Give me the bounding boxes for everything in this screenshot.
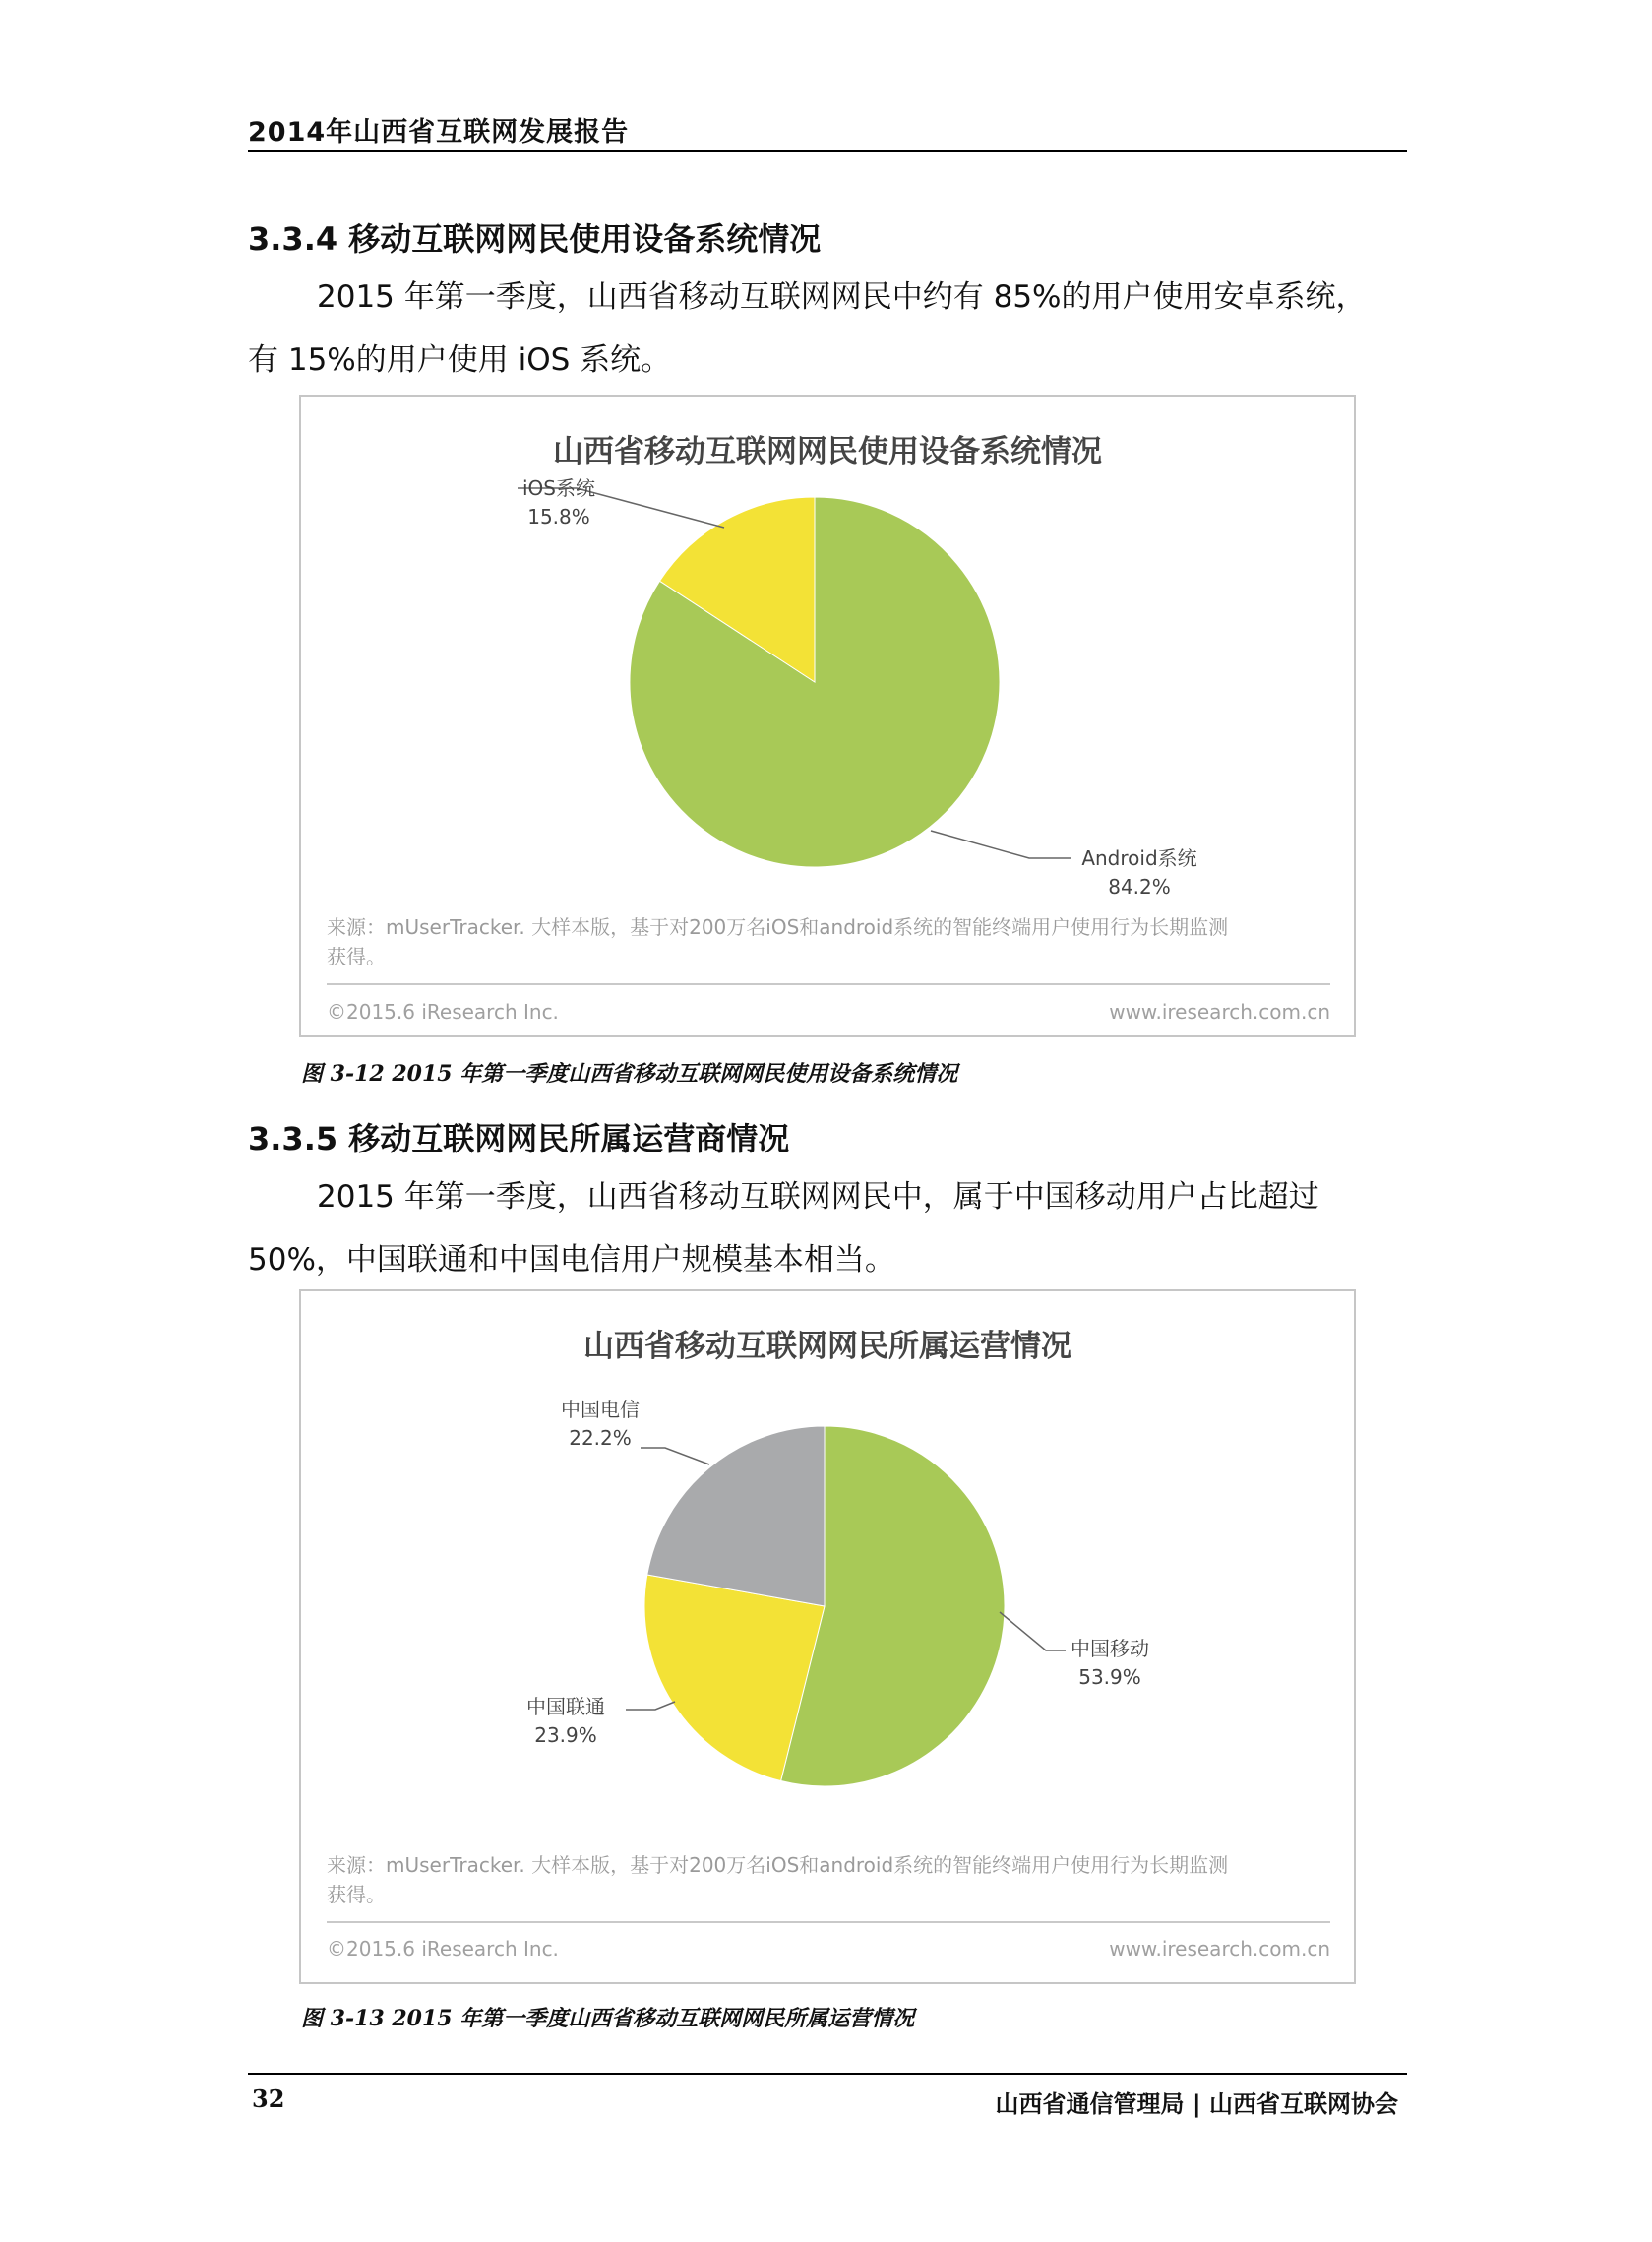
chart1-android-name: Android系统	[1081, 846, 1197, 870]
section1-paragraph-line1: 2015 年第一季度，山西省移动互联网网民中约有 85%的用户使用安卓系统，	[317, 280, 1367, 315]
chart1-panel	[299, 395, 1356, 1037]
chart2-title: 山西省移动互联网网民所属运营情况	[583, 1329, 1071, 1364]
chart2-mobile-label	[1051, 1635, 1169, 1692]
chart1-source-note	[327, 912, 1330, 971]
chart2-caption: 图 3-13 2015 年第一季度山西省移动互联网网民所属运营情况	[301, 2006, 915, 2031]
chart2-copyright: ©2015.6 iResearch Inc.	[327, 1937, 559, 1961]
header-rule	[248, 150, 1407, 152]
section1-paragraph-line2: 有 15%的用户使用 iOS 系统。	[248, 343, 672, 378]
chart1-website: www.iresearch.com.cn	[1109, 1000, 1330, 1024]
section2-paragraph-line1: 2015 年第一季度，山西省移动互联网网民中，属于中国移动用户占比超过	[317, 1179, 1319, 1214]
chart2-source-line2: 获得。	[327, 1883, 386, 1906]
chart1-footer-divider	[327, 983, 1330, 985]
report-header-title: 2014年山西省互联网发展报告	[248, 117, 630, 148]
section-heading-3-3-5: 3.3.5 移动互联网网民所属运营商情况	[248, 1120, 790, 1157]
chart2-source-line1: 来源：mUserTracker. 大样本版，基于对200万名iOS和android系统的智能终端用户使用行为长期监测	[327, 1853, 1229, 1877]
chart1-ios-label	[496, 474, 622, 531]
page-number: 32	[252, 2085, 285, 2113]
chart2-unicom-value: 23.9%	[534, 1723, 597, 1747]
chart2-pie-slice-2	[647, 1426, 825, 1606]
chart2-unicom-leader-line	[626, 1702, 675, 1710]
chart2-telecom-label	[541, 1396, 659, 1453]
section-heading-3-3-4: 3.3.4 移动互联网网民使用设备系统情况	[248, 220, 822, 258]
chart2-website: www.iresearch.com.cn	[1109, 1937, 1330, 1961]
chart2-telecom-name: 中国电信	[561, 1398, 640, 1421]
chart1-caption: 图 3-12 2015 年第一季度山西省移动互联网网民使用设备系统情况	[301, 1061, 958, 1087]
chart2-telecom-value: 22.2%	[569, 1426, 632, 1450]
chart1-android-value: 84.2%	[1108, 875, 1171, 899]
chart1-ios-value: 15.8%	[527, 505, 590, 529]
chart2-source-note	[327, 1850, 1330, 1909]
chart1-ios-name: iOS系统	[522, 476, 595, 500]
chart2-mobile-name: 中国移动	[1071, 1637, 1149, 1660]
chart1-source-line2: 获得。	[327, 945, 386, 968]
chart1-copyright: ©2015.6 iResearch Inc.	[327, 1000, 559, 1024]
chart2-unicom-name: 中国联通	[526, 1695, 605, 1718]
footer-rule	[248, 2073, 1407, 2075]
chart1-android-leader-line	[931, 831, 1071, 858]
chart1-title: 山西省移动互联网网民使用设备系统情况	[553, 434, 1102, 469]
chart1-source-line1: 来源：mUserTracker. 大样本版，基于对200万名iOS和android系统的智能终端用户使用行为长期监测	[327, 915, 1229, 939]
section2-paragraph-line2: 50%，中国联通和中国电信用户规模基本相当。	[248, 1242, 895, 1277]
chart2-mobile-value: 53.9%	[1078, 1665, 1141, 1689]
footer-organization: 山西省通信管理局 | 山西省互联网协会	[995, 2090, 1398, 2118]
chart2-footer-divider	[327, 1921, 1330, 1923]
chart2-unicom-label	[507, 1693, 625, 1750]
chart2-panel	[299, 1289, 1356, 1984]
chart1-android-label	[1061, 844, 1218, 902]
